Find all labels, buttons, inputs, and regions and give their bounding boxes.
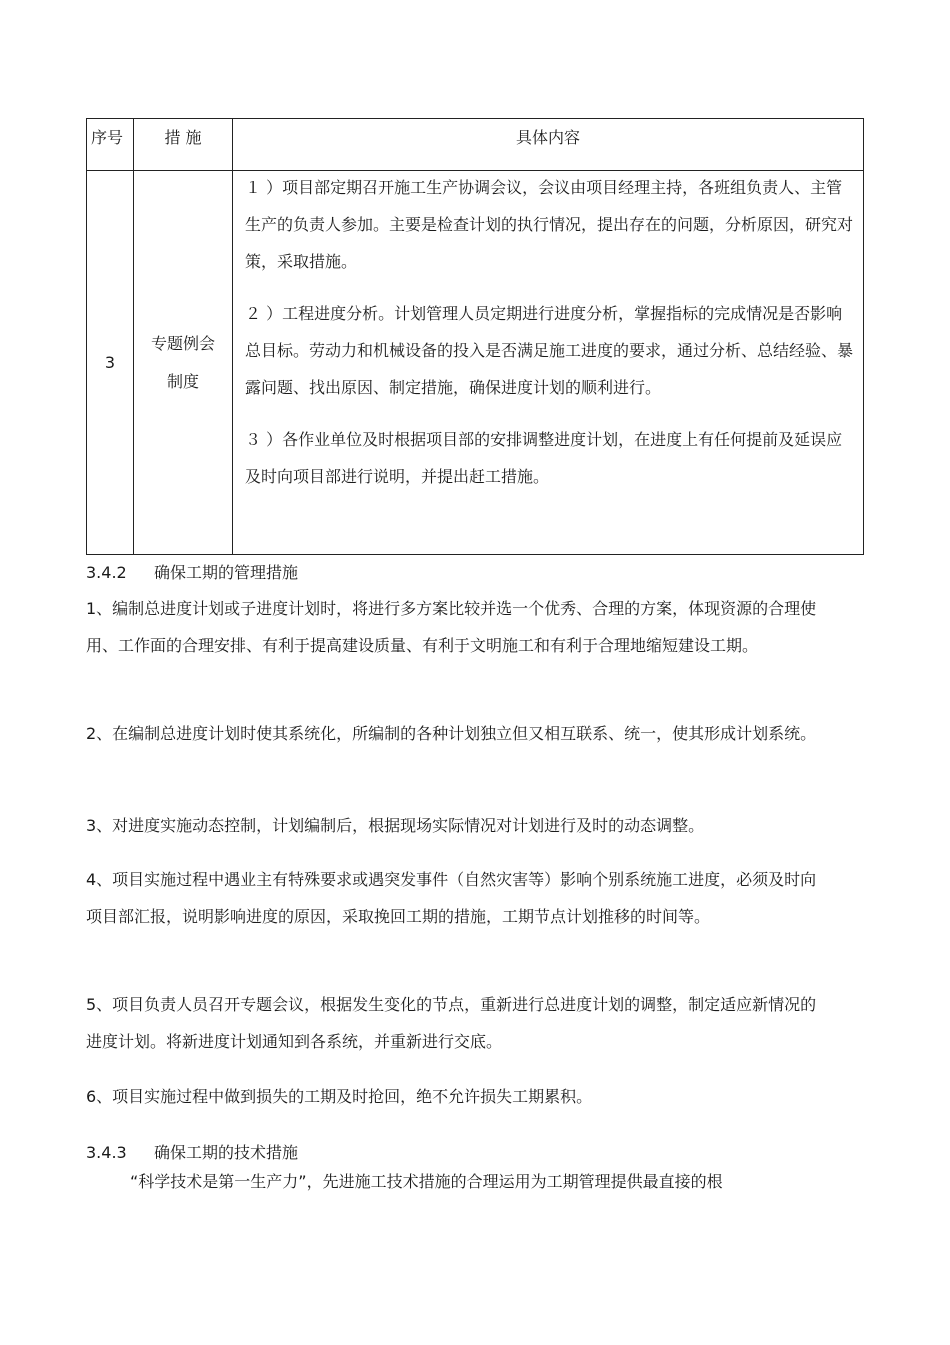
- header-seq: 序号: [87, 119, 134, 171]
- content-paragraph-3: ３ ）各作业单位及时根据项目部的安排调整进度计划，在进度上有任何提前及延误应及时向项目部进行说明，并提出赶工措施。: [245, 430, 843, 486]
- table-row: [87, 171, 864, 555]
- row-seq: 3: [87, 171, 134, 555]
- section-number: 3.4.2: [86, 563, 127, 582]
- closing-paragraph: “科学技术是第一生产力”，先进施工技术措施的合理运用为工期管理提供最直接的根: [130, 1172, 723, 1191]
- section-heading-343: [86, 1140, 298, 1163]
- list-item-3: 3、对进度实施动态控制，计划编制后，根据现场实际情况对计划进行及时的动态调整。: [86, 816, 705, 835]
- table-header-row: [87, 119, 864, 171]
- list-item-5: 5、项目负责人员召开专题会议，根据发生变化的节点，重新进行总进度计划的调整，制定适应新情况的进度计划。将新进度计划通知到各系统，并重新进行交底。: [86, 995, 817, 1051]
- row-content: [233, 171, 864, 555]
- measures-table: [86, 118, 864, 555]
- list-item-2: 2、在编制总进度计划时使其系统化，所编制的各种计划独立但又相互联系、统一，使其形成计划系统。: [86, 724, 817, 743]
- list-item-4: 4、项目实施过程中遇业主有特殊要求或遇突发事件（自然灾害等）影响个别系统施工进度，必须及时向项目部汇报，说明影响进度的原因，采取挽回工期的措施，工期节点计划推移的时间等。: [86, 870, 817, 926]
- section-heading-342: [86, 560, 298, 583]
- content-paragraph-1: １ ）项目部定期召开施工生产协调会议，会议由项目经理主持，各班组负责人、主管生产的负责人参加。主要是检查计划的执行情况，提出存在的问题，分析原因，研究对策，采取措施。: [245, 178, 854, 271]
- section-title-text: 确保工期的技术措施: [154, 1143, 299, 1162]
- row-measure: [134, 171, 233, 555]
- row-measure-line1: 专题例会: [150, 333, 215, 353]
- section-number: 3.4.3: [86, 1143, 127, 1162]
- content-paragraph-2: ２ ）工程进度分析。计划管理人员定期进行进度分析，掌握指标的完成情况是否影响总目标。劳动力和机械设备的投入是否满足施工进度的要求，通过分析、总结经验、暴露问题、找出原因、制定措施，确保进度计划的顺利进行。: [245, 304, 854, 397]
- list-item-6: 6、项目实施过程中做到损失的工期及时抢回，绝不允许损失工期累积。: [86, 1087, 593, 1106]
- list-item-1: 1、编制总进度计划或子进度计划时，将进行多方案比较并选一个优秀、合理的方案，体现资源的合理使用、工作面的合理安排、有利于提高建设质量、有利于文明施工和有利于合理地缩短建设工期。: [86, 599, 817, 655]
- row-measure-line2: 制度: [166, 371, 199, 391]
- header-measure: 措 施: [134, 119, 233, 171]
- header-content: 具体内容: [233, 119, 864, 171]
- section-title-text: 确保工期的管理措施: [154, 563, 299, 582]
